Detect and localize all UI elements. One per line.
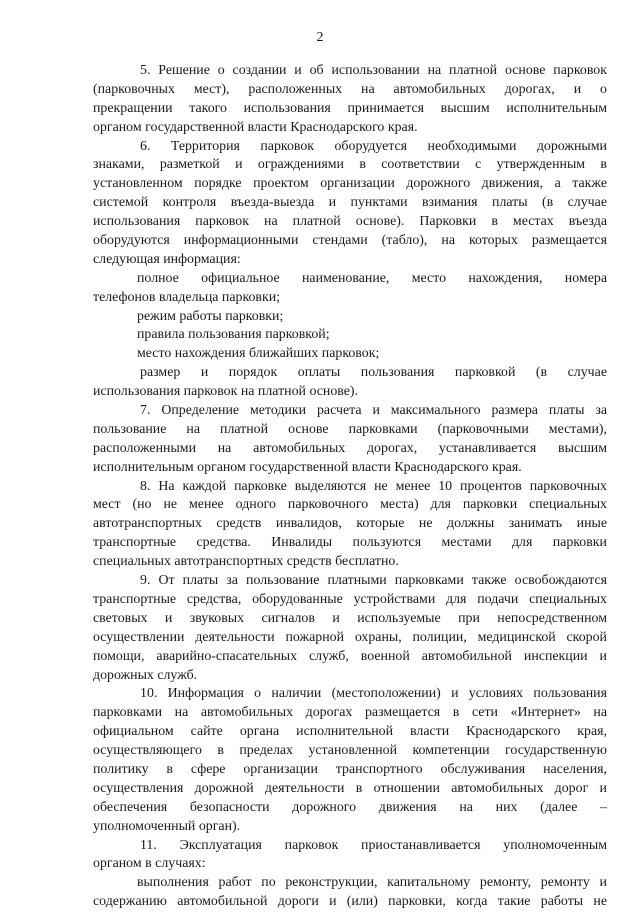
text-line: 11. Эксплуатация парковок приостанавливается уполномоченным (140, 837, 607, 853)
text-line: осуществлении деятельности пожарной охраны, полиции, медицинской скорой (93, 629, 607, 645)
text-line: следующая информация: (93, 251, 241, 267)
text-line: пользование на платной основе парковками (парковочными местами), (93, 421, 607, 437)
text-line: парковками на автомобильных дорогах размещается в сети «Интернет» на (93, 705, 607, 721)
text-line: 6. Территория парковок оборудуется необходимыми дорожными (140, 138, 607, 154)
text-line: помощи, аварийно-спасательных служб, военной автомобильной инспекции и (93, 648, 607, 664)
text-line: правила пользования парковкой; (137, 327, 330, 343)
text-line: осуществляющего в пределах установленной компетенции государственную (93, 743, 607, 759)
text-line: мест (но не менее одного парковочного места) для парковки специальных (93, 497, 607, 513)
text-line: 8. На каждой парковке выделяются не менее 10 процентов парковочных (140, 478, 607, 494)
text-line: официальном сайте органа исполнительной власти Краснодарского края, (93, 724, 607, 740)
text-line: телефонов владельца парковки; (93, 289, 281, 305)
text-line: транспортные средства. Инвалиды пользуются местами для парковки (93, 535, 607, 551)
text-line: обеспечения безопасности дорожного движения на них (далее – (93, 799, 607, 815)
text-line: выполнения работ по реконструкции, капитальному ремонту, ремонту и (137, 875, 607, 891)
text-line: 10. Информация о наличии (местоположении) и условиях пользования (140, 686, 607, 702)
text-line: органом в случаях: (93, 856, 206, 872)
text-line: системой контроля въезда-выезда и пунктами взимания платы (в случае (93, 195, 607, 211)
text-line: 5. Решение о создании и об использовании на платной основе парковок (140, 63, 607, 78)
text-line: специальных автотранспортных средств бесплатно. (93, 554, 399, 570)
text-line: режим работы парковки; (137, 308, 284, 324)
page-number: 2 (316, 30, 324, 45)
text-line: содержанию автомобильной дороги и (или) парковки, когда такие работы не (93, 894, 607, 910)
text-line: транспортные средства, оборудованные устройствами для подачи специальных (93, 591, 607, 607)
document-body (93, 62, 607, 912)
text-line: расположенными на автомобильных дорогах, устанавливается высшим (93, 440, 607, 456)
text-line: 7. Определение методики расчета и максимального размера платы за (140, 403, 607, 419)
text-line: использования парковок на платной основе). (93, 384, 359, 400)
text-line: оборудуются информационными стендами (табло), на которых размещается (93, 233, 607, 249)
text-line: размер и порядок оплаты пользования парковкой (в случае (140, 365, 607, 381)
text-line: дорожных служб. (93, 667, 198, 683)
text-line: полное официальное наименование, место нахождения, номера (137, 270, 607, 286)
text-line: автотранспортных средств инвалидов, которые не должны занимать иные (93, 516, 607, 532)
text-line: осуществления дорожной деятельности в отношении автомобильных дорог и (93, 780, 607, 796)
text-line: использования парковок на платной основе). Парковки в местах въезда (93, 214, 607, 230)
text-line: (парковочных мест), расположенных на автомобильных дорогах, и о (93, 81, 607, 97)
text-line: установленном порядке проектом организации дорожного движения, а также (93, 176, 607, 192)
text-line: световых и звуковых сигналов и используемые при непосредственном (93, 610, 607, 626)
text-line: органом государственной власти Краснодарского края. (93, 119, 418, 135)
text-line: место нахождения ближайших парковок; (137, 346, 380, 362)
text-line: знаками, разметкой и ограждениями в соответствии с утвержденным в (93, 157, 607, 173)
text-line: политику в сфере организации транспортного обслуживания населения, (93, 761, 607, 777)
text-line: прекращении такого использования принимается высшим исполнительным (93, 100, 607, 116)
text-line: уполномоченный орган). (93, 818, 241, 834)
text-line: исполнительным органом государственной власти Краснодарского края. (93, 459, 522, 475)
text-line: 9. От платы за пользование платными парковками также освобождаются (140, 573, 607, 589)
